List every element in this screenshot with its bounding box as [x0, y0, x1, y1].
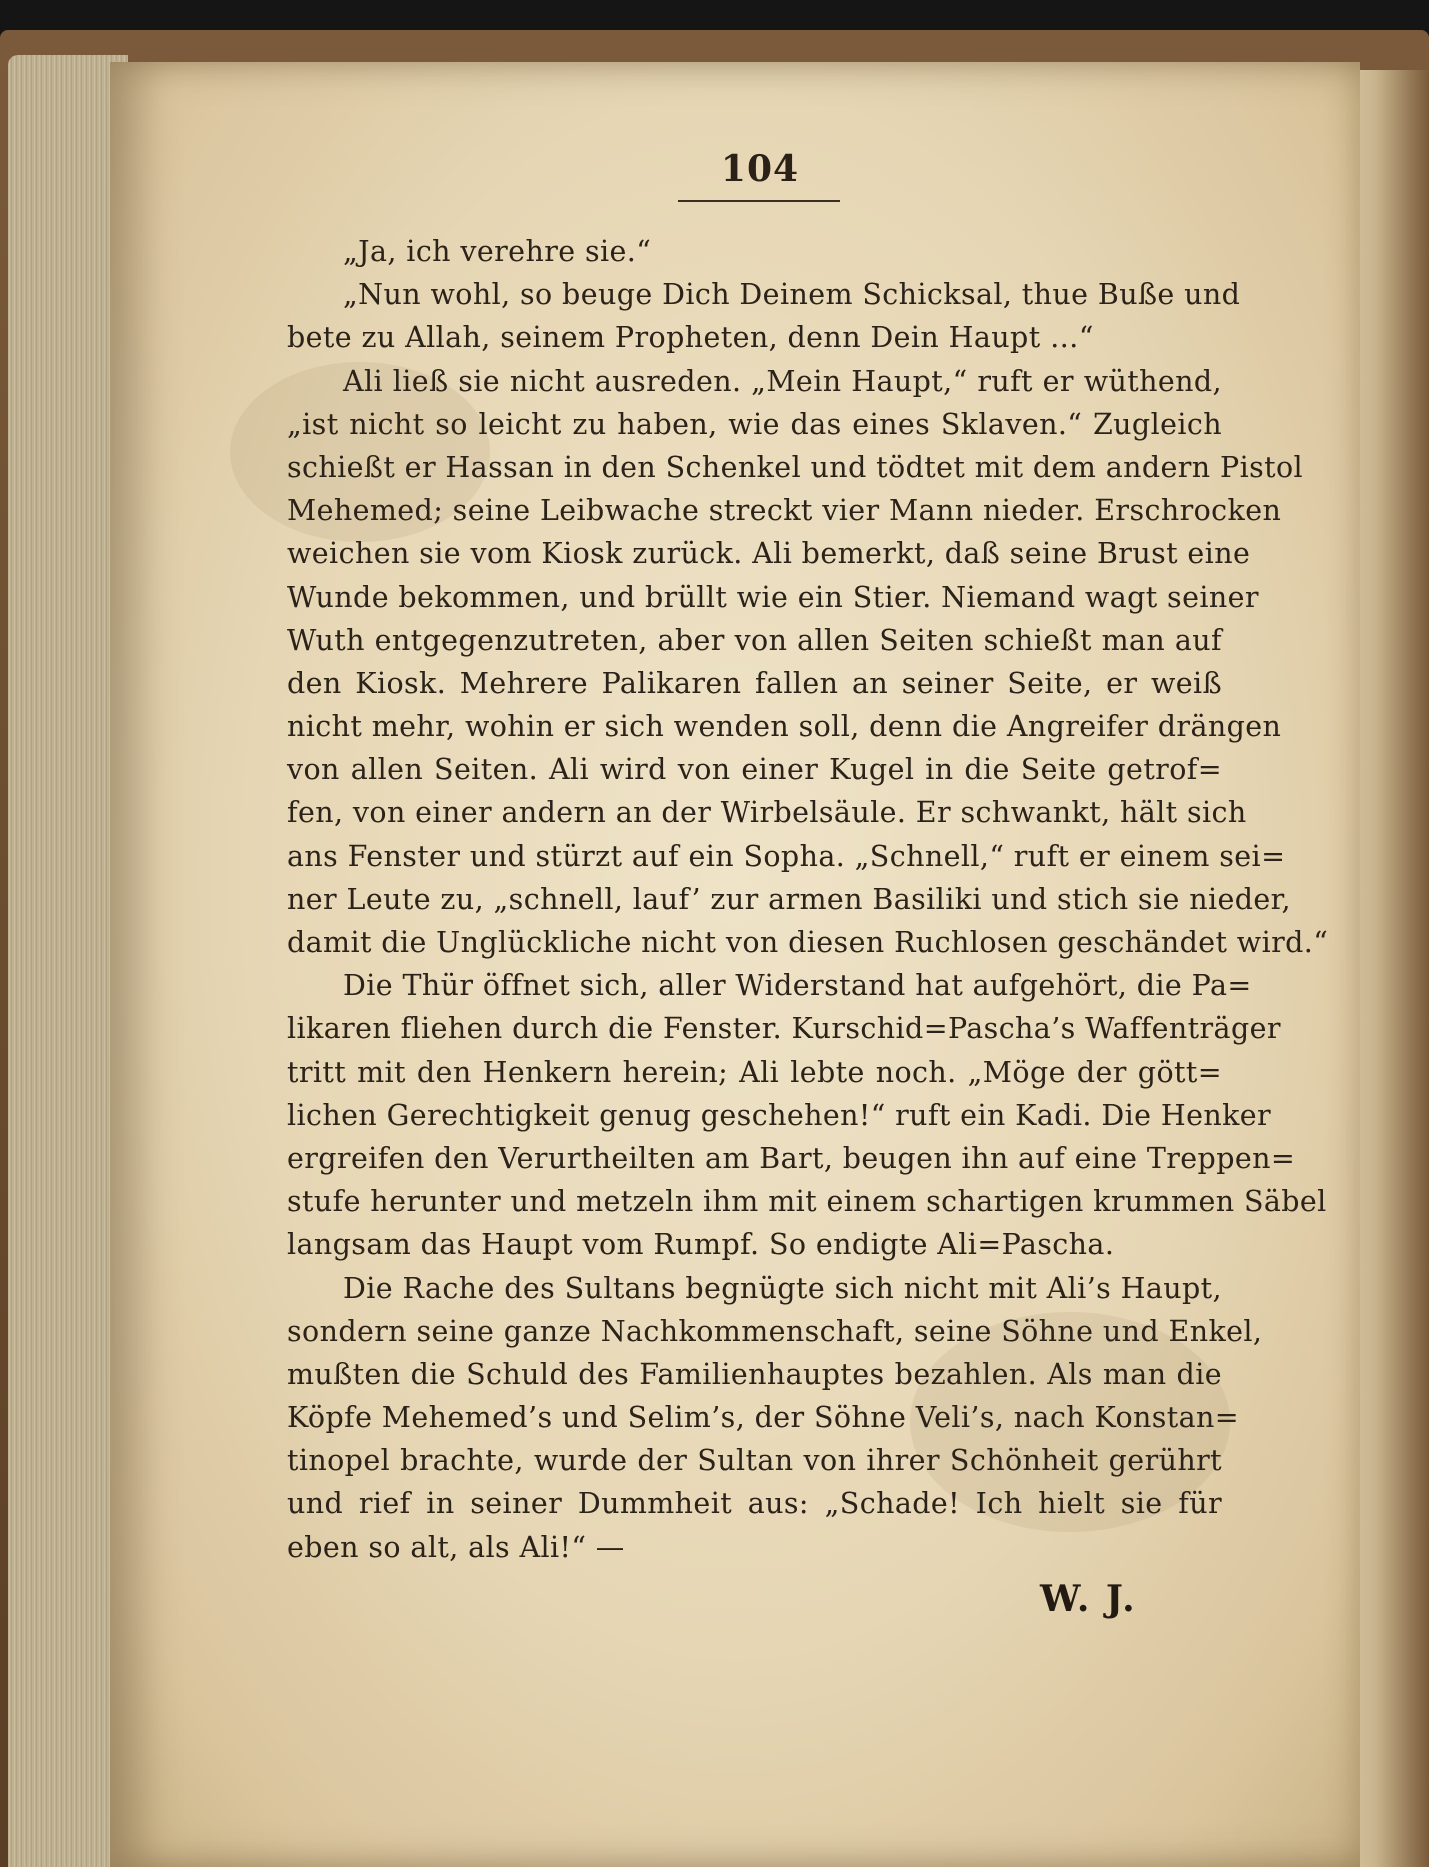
text-line: tritt mit den Henkern herein; Ali lebte noch. „Möge der gött=	[287, 1055, 1222, 1089]
text-line: „Nun wohl, so beuge Dich Deinem Schicksal, thue Buße und	[343, 278, 1241, 312]
text-line: Die Thür öffnet sich, aller Widerstand hat aufgehört, die Pa=	[343, 969, 1252, 1003]
text-line: „ist nicht so leicht zu haben, wie das eines Sklaven.“ Zugleich	[287, 407, 1222, 441]
text-line: tinopel brachte, wurde der Sultan von ihrer Schönheit gerührt	[287, 1444, 1222, 1478]
text-line: den Kiosk. Mehrere Palikaren fallen an seiner Seite, er weiß	[287, 666, 1222, 700]
text-line: Die Rache des Sultans begnügte sich nicht mit Ali’s Haupt,	[343, 1271, 1222, 1305]
page-number: 104	[720, 148, 800, 190]
text-line: bete zu Allah, seinem Propheten, denn Dein Haupt …“	[287, 321, 1094, 355]
text-line: damit die Unglückliche nicht von diesen Ruchlosen geschändet wird.“	[287, 926, 1329, 959]
text-line: stufe herunter und metzeln ihm mit einem schartigen krummen Säbel	[287, 1185, 1327, 1219]
author-signature: W. J.	[1040, 1578, 1137, 1620]
text-line: schießt er Hassan in den Schenkel und tödtet mit dem andern Pistol	[287, 450, 1304, 484]
text-line: langsam das Haupt vom Rumpf. So endigte Ali=Pascha.	[287, 1228, 1115, 1262]
text-line: eben so alt, als Ali!“ —	[287, 1530, 625, 1564]
text-line: likaren fliehen durch die Fenster. Kurschid=Pascha’s Waffenträger	[287, 1012, 1281, 1046]
text-line: nicht mehr, wohin er sich wenden soll, denn die Angreifer drängen	[287, 710, 1282, 744]
header-rule	[678, 200, 840, 202]
text-line: „Ja, ich verehre sie.“	[343, 235, 652, 268]
text-line: Mehemed; seine Leibwache streckt vier Mann nieder. Erschrocken	[287, 494, 1282, 528]
text-line: Wunde bekommen, und brüllt wie ein Stier. Niemand wagt seiner	[287, 580, 1259, 614]
text-line: ergreifen den Verurtheilten am Bart, beugen ihn auf eine Treppen=	[287, 1141, 1296, 1175]
text-line: Wuth entgegenzutreten, aber von allen Seiten schießt man auf	[287, 623, 1222, 657]
text-line: Ali ließ sie nicht ausreden. „Mein Haupt,“ ruft er wüthend,	[343, 364, 1222, 398]
text-line: weichen sie vom Kiosk zurück. Ali bemerkt, daß seine Brust eine	[287, 537, 1251, 571]
text-line: und rief in seiner Dummheit aus: „Schade! Ich hielt sie für	[287, 1487, 1222, 1521]
text-line: fen, von einer andern an der Wirbelsäule. Er schwankt, hält sich	[287, 796, 1247, 830]
text-line: mußten die Schuld des Familienhauptes bezahlen. Als man die	[287, 1357, 1222, 1391]
text-line: ner Leute zu, „schnell, lauf’ zur armen Basiliki und stich sie nieder,	[287, 882, 1291, 916]
text-line: lichen Gerechtigkeit genug geschehen!“ ruft ein Kadi. Die Henker	[287, 1098, 1272, 1132]
text-line: ans Fenster und stürzt auf ein Sopha. „Schnell,“ ruft er einem sei=	[287, 839, 1286, 873]
text-line: sondern seine ganze Nachkommenschaft, seine Söhne und Enkel,	[287, 1314, 1263, 1348]
text-line: Köpfe Mehemed’s und Selim’s, der Söhne Veli’s, nach Konstan=	[287, 1401, 1240, 1435]
text-line: von allen Seiten. Ali wird von einer Kugel in die Seite getrof=	[287, 753, 1222, 787]
body-text	[287, 230, 1329, 1569]
